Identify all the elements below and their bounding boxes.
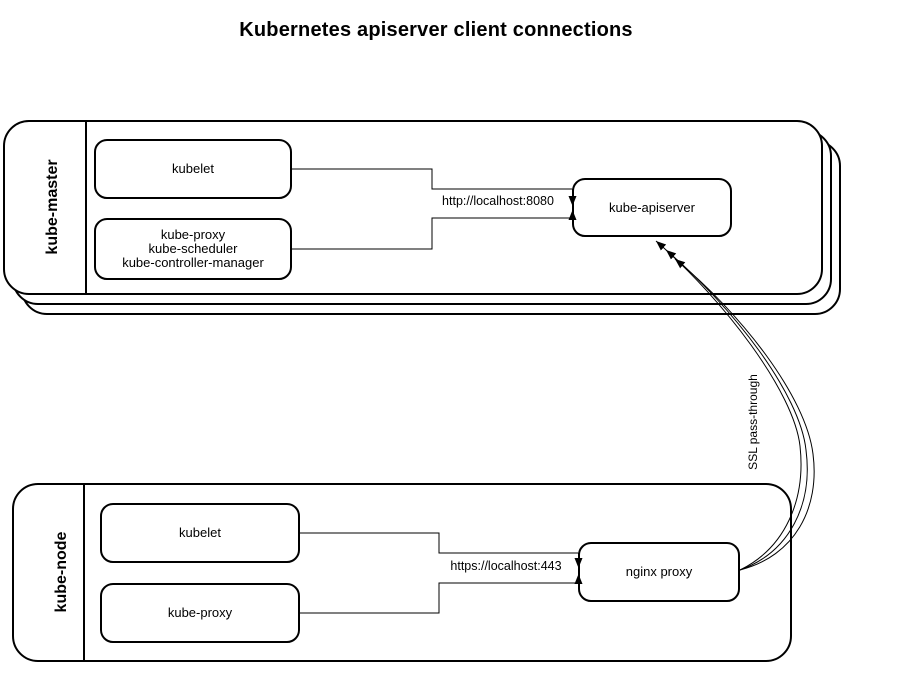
node-group-label: kube-node xyxy=(53,531,70,613)
edge-label-https-localhost-443: https://localhost:443 xyxy=(450,559,562,573)
node-kubelet-label: kubelet xyxy=(179,525,221,540)
control-plane-label-line: kube-scheduler xyxy=(148,241,238,256)
node-kubelet-node xyxy=(100,503,300,563)
control-plane-label-line: kube-controller-manager xyxy=(122,255,264,270)
master-group-divider xyxy=(85,122,87,293)
node-kube-proxy-node xyxy=(100,583,300,643)
edge-label-ssl-pass-through: SSL pass-through xyxy=(746,374,760,470)
control-plane-label-line: kube-proxy xyxy=(160,227,226,242)
edge-label-http-localhost-8080: http://localhost:8080 xyxy=(442,194,554,208)
kube-apiserver-node xyxy=(572,178,732,237)
master-group-label: kube-master xyxy=(44,159,61,255)
master-control-plane-node xyxy=(94,218,292,280)
diagram-title: Kubernetes apiserver client connections xyxy=(239,19,633,41)
nginx-proxy-label: nginx proxy xyxy=(625,564,693,579)
master-kubelet-label: kubelet xyxy=(172,161,214,176)
node-group-divider xyxy=(83,485,85,660)
node-kube-proxy-label: kube-proxy xyxy=(167,605,233,620)
master-kubelet-node xyxy=(94,139,292,199)
nginx-proxy-node xyxy=(578,542,740,602)
kube-apiserver-label: kube-apiserver xyxy=(609,199,695,215)
